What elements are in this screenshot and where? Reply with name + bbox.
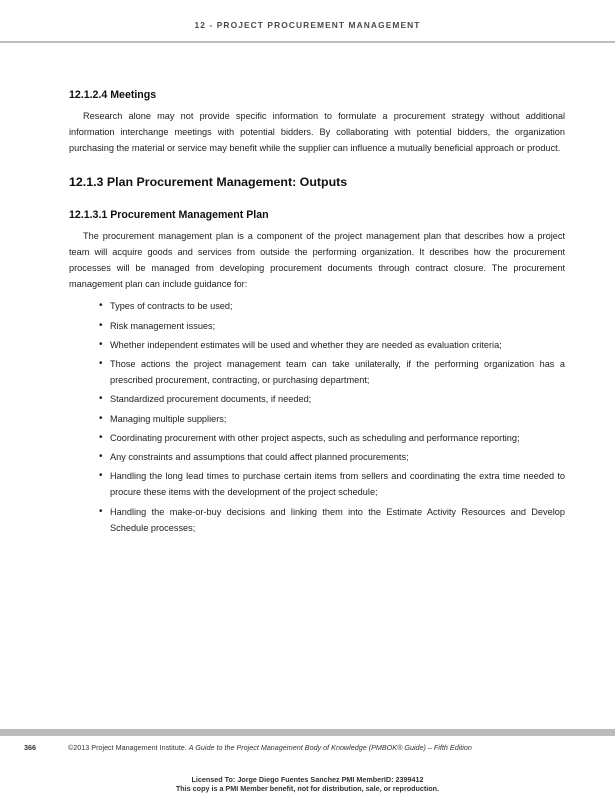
list-item-text: Types of contracts to be used; (110, 301, 233, 312)
list-item (99, 391, 565, 407)
list-item-text: Handling the make-or-buy decisions and linking them into the Estimate Activity Resources and Develop Schedule processes; (110, 506, 565, 533)
copyright-text: ©2013 Project Management Institute. (68, 743, 187, 752)
procurement-plan-heading: 12.1.3.1 Procurement Management Plan (69, 208, 269, 221)
bullet-icon: • (99, 505, 103, 517)
list-item-text: Managing multiple suppliers; (110, 413, 227, 424)
meetings-heading: 12.1.2.4 Meetings (69, 89, 157, 101)
list-item-text: Risk management issues; (110, 320, 216, 331)
list-item (99, 430, 565, 446)
chapter-title: 12 - PROJECT PROCUREMENT MANAGEMENT (194, 20, 421, 30)
bullet-icon: • (99, 338, 103, 350)
bullet-icon: • (99, 300, 103, 312)
list-item-text: Those actions the project management team can take unilaterally, if the performing organization has a prescribed procurement, contracting, or purchasing department; (110, 359, 565, 386)
meetings-paragraph: Research alone may not provide specific information to formulate a procurement strategy without additional information interchange meetings with potential bidders. By collaborating with potential bidders, the organization purchasing the material or service may benefit while the supplier can influence a mutually beneficial approach or product. (69, 111, 565, 154)
bullet-icon: • (99, 412, 103, 424)
license-line-1: Licensed To: Jorge Diego Fuentes Sanchez PMI MemberID: 2399412 (191, 775, 424, 784)
list-item (99, 318, 565, 334)
license-notice (0, 776, 615, 793)
bullet-icon: • (99, 431, 103, 443)
list-item-text: Any constraints and assumptions that could affect planned procurements; (110, 452, 409, 463)
running-header (0, 0, 615, 46)
outputs-heading: 12.1.3 Plan Procurement Management: Outputs (69, 174, 348, 189)
list-item (99, 337, 565, 353)
bullet-icon: • (99, 451, 103, 463)
procurement-plan-paragraph: The procurement management plan is a component of the project management plan that describes how a project team will acquire goods and services from outside the performing organization. It describes how the procurement processes will be managed from developing procurement documents through contract closure. The procurement management plan can include guidance for: (69, 230, 565, 290)
list-item-text: Whether independent estimates will be used and whether they are needed as evaluation criteria; (110, 339, 502, 350)
list-item (99, 504, 565, 536)
list-item-text: Standardized procurement documents, if needed; (110, 394, 312, 405)
list-item-text: Coordinating procurement with other project aspects, such as scheduling and performance reporting; (110, 432, 520, 443)
list-item-text: Handling the long lead times to purchase certain items from sellers and coordinating the extra time needed to procure these items with the development of the project schedule; (110, 471, 565, 498)
book-title: A Guide to the Project Management Body of Knowledge (PMBOK® Guide) – Fifth Edition (188, 743, 472, 752)
guidance-list (69, 298, 565, 536)
page-body (69, 80, 565, 539)
list-item (99, 468, 565, 500)
footer-band (0, 729, 615, 736)
list-item (99, 411, 565, 427)
list-item (99, 449, 565, 465)
list-item (99, 356, 565, 388)
bullet-icon: • (99, 393, 103, 405)
list-item (99, 298, 565, 314)
page-number: 366 (24, 743, 36, 752)
license-line-2: This copy is a PMI Member benefit, not for distribution, sale, or reproduction. (175, 783, 440, 793)
bullet-icon: • (99, 319, 103, 331)
header-rule (0, 41, 615, 43)
bullet-icon: • (99, 358, 103, 370)
bullet-icon: • (99, 470, 103, 482)
footer-citation (24, 743, 604, 752)
